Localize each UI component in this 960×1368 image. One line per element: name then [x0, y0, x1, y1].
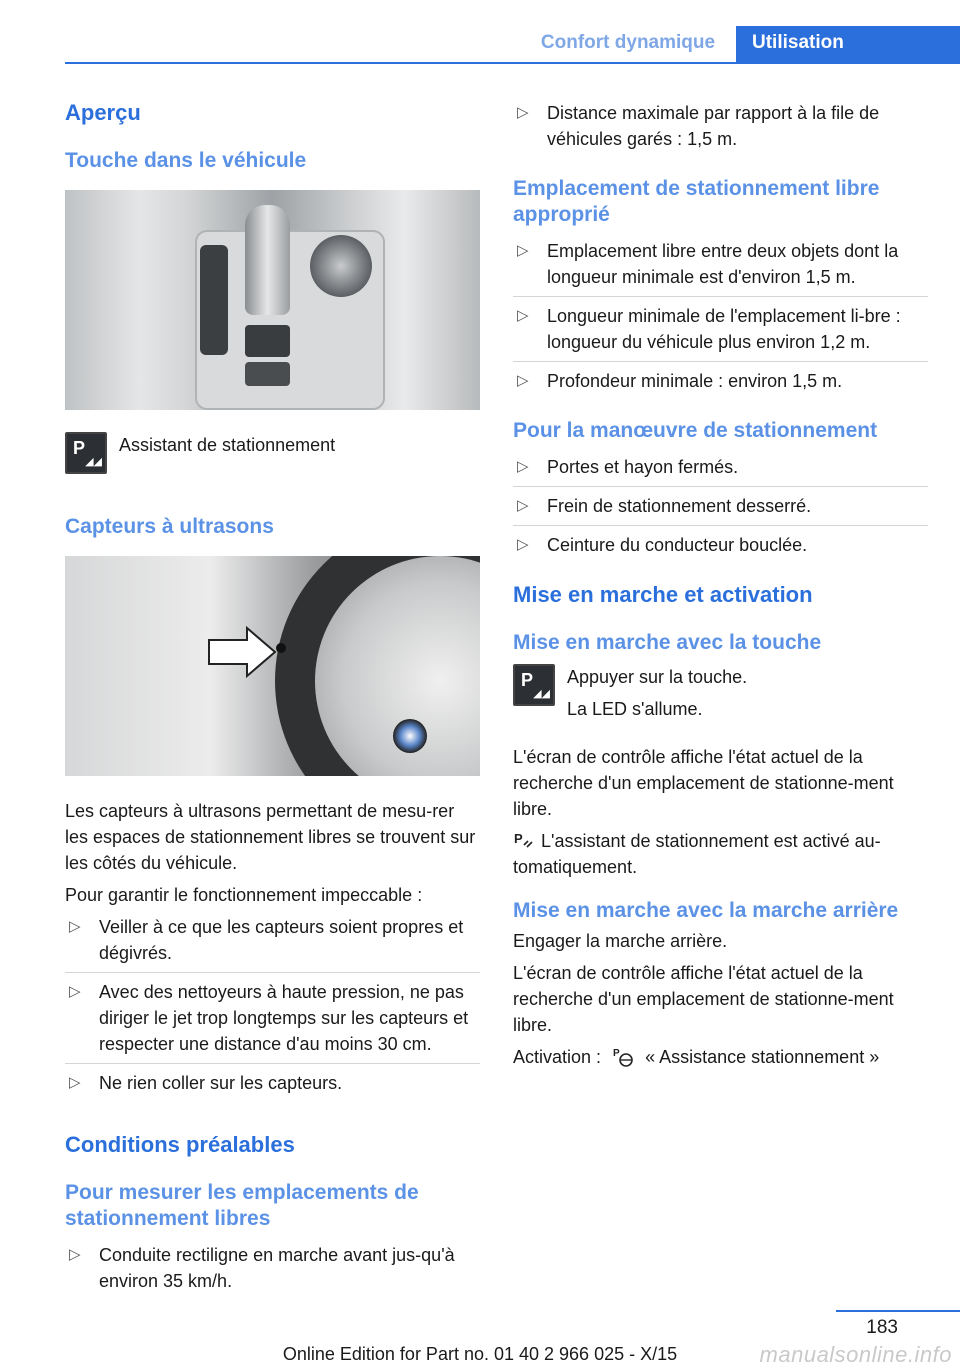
triangle-right-icon: ▷ [517, 104, 529, 121]
activation-label: Activation : [513, 1047, 602, 1067]
header-chapter: Utilisation [736, 26, 960, 62]
press-key-row [513, 664, 928, 728]
list-item: ▷ Avec des nettoyeurs à haute pression, ne pas diriger le jet trop longtemps sur les capteurs et respecter une distance d'au moins 30 cm. [65, 979, 480, 1064]
activation-line [513, 1044, 928, 1070]
page-number: 183 [866, 1317, 898, 1338]
footer [0, 1310, 960, 1367]
list-item: ▷ Ceinture du conducteur bouclée. [513, 532, 928, 564]
sensors-text-1: Les capteurs à ultrasons permettant de mesu-rer les espaces de stationnement libres se trouvent sur les côtés du véhicule. [65, 801, 476, 873]
list-item: ▷ Frein de stationnement desserré. [513, 493, 928, 526]
triangle-right-icon: ▷ [69, 1074, 81, 1091]
measure-title: Pour mesurer les emplacements de stationnement libres [65, 1181, 419, 1230]
arrow-right-icon [207, 626, 277, 678]
by-button-title: Mise en marche avec la touche [513, 631, 822, 654]
activation-menu: « Assistance stationnement » [645, 1047, 880, 1067]
svg-text:P: P [514, 831, 523, 846]
measure-list-cont [513, 100, 928, 158]
triangle-right-icon: ▷ [517, 372, 529, 389]
left-column [65, 100, 480, 1318]
console-photo [65, 190, 480, 410]
park-assist-icon: P ◢◢ [65, 432, 107, 474]
maneuver-list [513, 454, 928, 564]
list-item: ▷ Ne rien coller sur les capteurs. [65, 1070, 480, 1102]
header-section: Confort dynamique [520, 26, 736, 62]
triangle-right-icon: ▷ [517, 536, 529, 553]
by-reverse-title: Mise en marche avec la marche arrière [513, 899, 899, 922]
watermark: manualsonline.info [759, 1342, 952, 1367]
display-text-1: L'écran de contrôle affiche l'état actuel de la recherche d'un emplacement de stationne-ment libre. [513, 747, 894, 819]
led-on-text: La LED s'allume. [567, 699, 703, 719]
list-item: ▷ Longueur minimale de l'emplacement li-bre : longueur du véhicule plus environ 1,2 m. [513, 303, 928, 362]
list-item: ▷ Conduite rectiligne en marche avant jus-qu'à environ 35 km/h. [65, 1242, 480, 1300]
header-rule [65, 62, 960, 64]
list-item: ▷ Profondeur minimale : environ 1,5 m. [513, 368, 928, 400]
button-caption: Assistant de stationnement [119, 435, 336, 455]
sensors-text-2: Pour garantir le fonctionnement impeccable : [65, 885, 423, 905]
edition-text: Online Edition for Part no. 01 40 2 966 025 - X/15 [282, 1344, 678, 1364]
triangle-right-icon: ▷ [517, 458, 529, 475]
maneuver-title: Pour la manœuvre de stationnement [513, 419, 878, 442]
triangle-right-icon: ▷ [517, 497, 529, 514]
triangle-right-icon: ▷ [517, 242, 529, 259]
list-item: ▷ Emplacement libre entre deux objets dont la longueur minimale est d'environ 1,5 m. [513, 238, 928, 297]
triangle-right-icon: ▷ [69, 918, 81, 935]
svg-text:P: P [613, 1048, 620, 1059]
right-column [513, 100, 928, 1076]
spot-title: Emplacement de stationnement libre approprié [513, 177, 880, 226]
list-item: ▷ Veiller à ce que les capteurs soient propres et dégivrés. [65, 914, 480, 973]
measure-list [65, 1242, 480, 1300]
auto-active-paragraph [513, 828, 928, 880]
triangle-right-icon: ▷ [69, 1246, 81, 1263]
list-item: ▷ Distance maximale par rapport à la file de véhicules garés : 1,5 m. [513, 100, 928, 158]
sensor-photo [65, 556, 480, 776]
triangle-right-icon: ▷ [517, 307, 529, 324]
auto-active-text: L'assistant de stationnement est activé au-tomatiquement. [513, 831, 881, 877]
conditions-title: Conditions préalables [65, 1132, 295, 1157]
park-assist-key-row [65, 432, 480, 474]
engage-reverse-text: Engager la marche arrière. [513, 931, 728, 951]
steering-park-icon [612, 1045, 634, 1067]
park-assist-small-icon [513, 829, 535, 851]
park-assist-icon: P ◢◢ [513, 664, 555, 706]
triangle-right-icon: ▷ [69, 983, 81, 1000]
overview-title: Aperçu [65, 100, 141, 125]
press-button-text: Appuyer sur la touche. [567, 667, 748, 687]
sensors-title: Capteurs à ultrasons [65, 515, 274, 538]
display-text-2: L'écran de contrôle affiche l'état actuel de la recherche d'un emplacement de stationne-ment libre. [513, 963, 894, 1035]
spot-list [513, 238, 928, 400]
button-title: Touche dans le véhicule [65, 149, 307, 172]
footer-rule [836, 1310, 960, 1312]
sensors-list [65, 914, 480, 1102]
list-item: ▷ Portes et hayon fermés. [513, 454, 928, 487]
activation-title: Mise en marche et activation [513, 582, 813, 607]
